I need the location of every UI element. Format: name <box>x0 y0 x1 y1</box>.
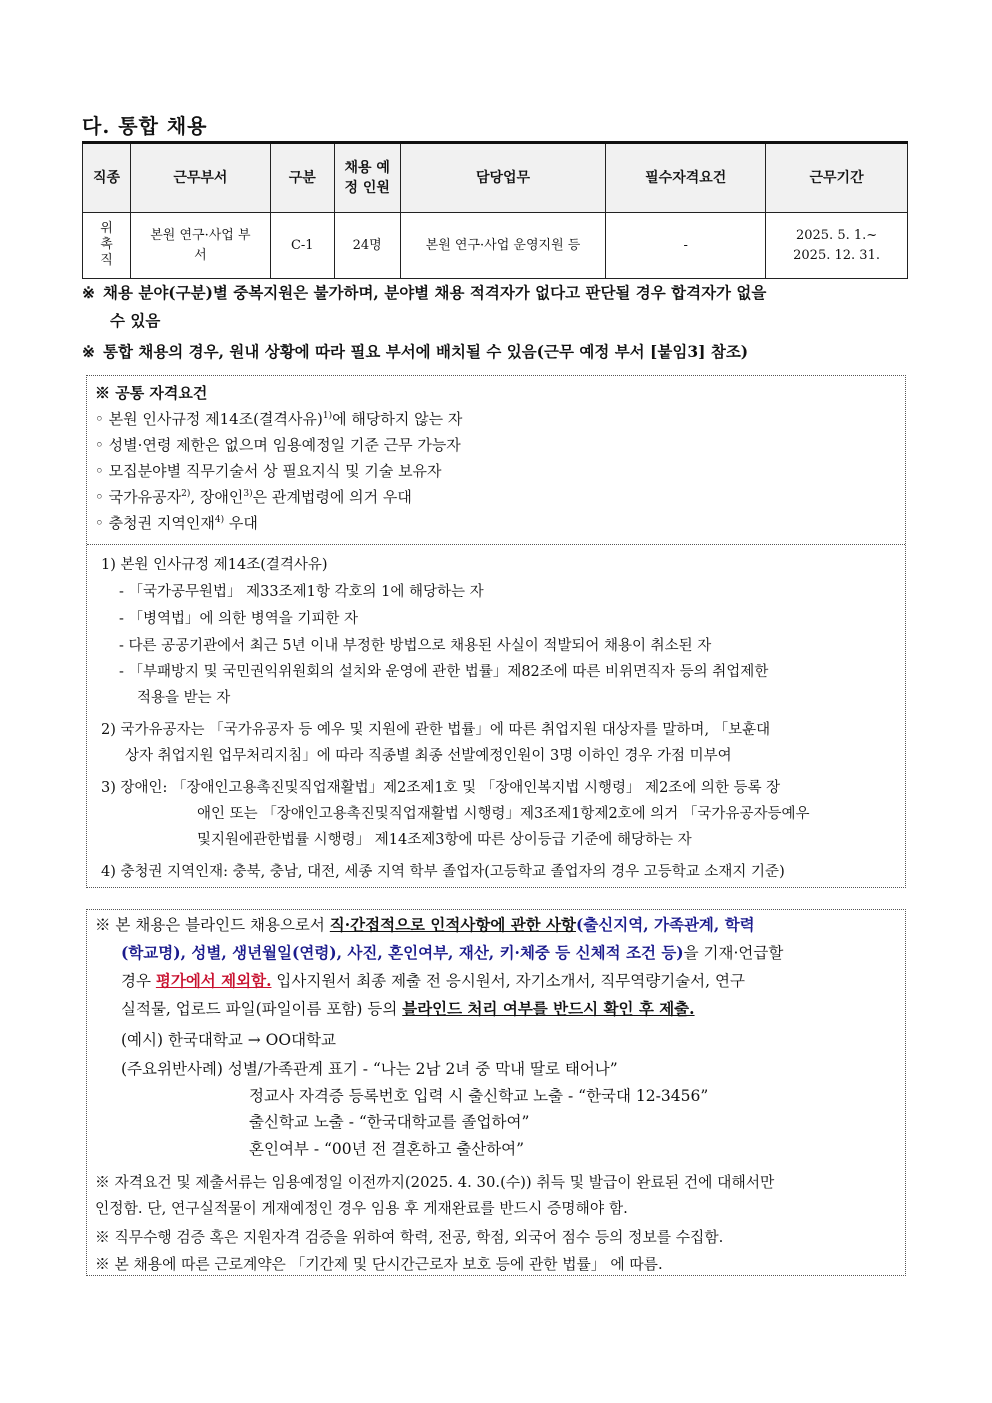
cell-job-type: 위 촉 직 <box>83 213 131 279</box>
common-requirements <box>87 376 905 545</box>
blind-note: ※ 직무수행 검증 혹은 지원자격 검증을 위하여 학력, 전공, 학점, 외국어 점수 등의 정보를 수집함. <box>95 1229 724 1246</box>
blind-example: (예시) 한국대학교 → OO대학교 <box>121 1031 337 1049</box>
common-item: ◦ 본원 인사규정 제14조(결격사유)$^{1)}$에 해당하지 않는 자 <box>95 410 463 428</box>
footnote-1-item: - 「국가공무원법」 제33조제1항 각호의 1에 해당하는 자 <box>119 584 484 600</box>
blind-line: (학교명), 성별, 생년월일(연령), 사진, 혼인여부, 재산, 키·체중 등 신체적 조건 등)을 기재·언급할 <box>121 943 784 962</box>
cell-duty: 본원 연구·사업 운영지원 등 <box>400 213 606 279</box>
common-item: ◦ 성별·연령 제한은 없으며 임용예정일 기준 근무 가능자 <box>95 436 461 454</box>
recruitment-table <box>82 141 908 279</box>
footnote-1-item: - 「부패방지 및 국민권익위원회의 설치와 운영에 관한 법률」제82조에 따른 비위면직자 등의 취업제한 <box>119 664 769 680</box>
header-job-type: 직종 <box>83 143 131 213</box>
footnote-2: 2) 국가유공자는 「국가유공자 등 예우 및 지원에 관한 법률」에 따른 취업지원 대상자를 말하며, 「보훈대 <box>101 722 771 738</box>
blind-line: 실적물, 업로드 파일(파일이름 포함) 등의 블라인드 처리 여부를 반드시 확인 후 제출. <box>121 999 695 1018</box>
blind-note-cont: 인정함. 단, 연구실적물이 게재예정인 경우 임용 후 게재완료를 반드시 증명해야 함. <box>95 1200 628 1217</box>
blind-example: 혼인여부 - “00년 전 결혼하고 출산하여” <box>249 1140 525 1158</box>
cell-period: 2025. 5. 1.~ 2025. 12. 31. <box>766 213 908 279</box>
cell-requirement: - <box>606 213 766 279</box>
cell-count: 24명 <box>334 213 400 279</box>
header-planned-count: 채용 예정 인원 <box>334 143 400 213</box>
qualification-box <box>86 375 906 888</box>
blind-example: 출신학교 노출 - “한국대학교를 졸업하여” <box>249 1113 530 1131</box>
common-heading: ※ 공통 자격요건 <box>95 384 208 402</box>
section-title: 다. 통합 채용 <box>82 114 208 138</box>
cell-category: C-1 <box>270 213 334 279</box>
footnote-1-item-cont: 적용을 받는 자 <box>137 690 231 706</box>
note-duplicate-application: ※ 채용 분야(구분)별 중복지원은 불가하며, 분야별 채용 적격자가 없다고 판단될 경우 합격자가 없을 수 있음 <box>82 283 767 330</box>
table-row <box>83 213 908 279</box>
footnote-1-item: - 「병역법」에 의한 병역을 기피한 자 <box>119 611 359 627</box>
blind-line: 경우 평가에서 제외함. 입사지원서 최종 제출 전 응시원서, 자기소개서, 직무역량기술서, 연구 <box>121 971 745 990</box>
common-item: ◦ 충청권 지역인재$^{4)}$ 우대 <box>95 514 258 532</box>
header-duty: 담당업무 <box>400 143 606 213</box>
blind-recruitment-box <box>86 909 906 1276</box>
footnote-3-cont: 애인 또는 「장애인고용촉진및직업재활법 시행령」제3조제1항제2호에 의거 「국가유공자등예우 <box>197 806 810 822</box>
header-period: 근무기간 <box>766 143 908 213</box>
header-requirement: 필수자격요건 <box>606 143 766 213</box>
blind-example: 정교사 자격증 등록번호 입력 시 출신학교 노출 - “한국대 12-3456” <box>249 1087 709 1105</box>
footnote-3-cont: 및지원에관한법률 시행령」 제14조제3항에 따른 상이등급 기준에 해당하는 자 <box>197 832 692 848</box>
blind-note: ※ 자격요건 및 제출서류는 임용예정일 이전까지(2025. 4. 30.(수)) 취득 및 발급이 완료된 건에 대해서만 <box>95 1174 775 1191</box>
blind-note: ※ 본 채용에 따른 근로계약은 「기간제 및 단시간근로자 보호 등에 관한 법률」 에 따름. <box>95 1256 663 1273</box>
table-header-row <box>83 143 908 213</box>
footnote-1-item: - 다른 공공기관에서 최근 5년 이내 부정한 방법으로 채용된 사실이 적발되어 채용이 취소된 자 <box>119 638 712 654</box>
footnote-3: 3) 장애인: 「장애인고용촉진및직업재활법」제2조제1호 및 「장애인복지법 시행령」 제2조에 의한 등록 장 <box>101 780 781 796</box>
note-department-assignment: ※ 통합 채용의 경우, 원내 상황에 따라 필요 부서에 배치될 수 있음(근무 예정 부서 [붙임3] 참조) <box>82 342 749 361</box>
footnote-2-cont: 상자 취업지원 업무처리지침」에 따라 직종별 최종 선발예정인원이 3명 이하인 경우 가점 미부여 <box>125 748 732 764</box>
header-department: 근무부서 <box>130 143 270 213</box>
footnote-4: 4) 충청권 지역인재: 충북, 충남, 대전, 세종 지역 학부 졸업자(고등학교 졸업자의 경우 고등학교 소재지 기준) <box>101 864 785 880</box>
cell-department: 본원 연구·사업 부서 <box>130 213 270 279</box>
common-item: ◦ 모집분야별 직무기술서 상 필요지식 및 기술 보유자 <box>95 462 442 480</box>
common-item: ◦ 국가유공자$^{2)}$, 장애인$^{3)}$은 관계법령에 의거 우대 <box>95 488 412 506</box>
header-category: 구분 <box>270 143 334 213</box>
blind-example: (주요위반사례) 성별/가족관계 표기 - “나는 2남 2녀 중 막내 딸로 태어나” <box>121 1060 618 1078</box>
blind-line: ※ 본 채용은 블라인드 채용으로서 직·간접적으로 인적사항에 관한 사항(출신지역, 가족관계, 학력 <box>95 915 755 934</box>
footnote-1: 1) 본원 인사규정 제14조(결격사유) <box>101 557 328 573</box>
